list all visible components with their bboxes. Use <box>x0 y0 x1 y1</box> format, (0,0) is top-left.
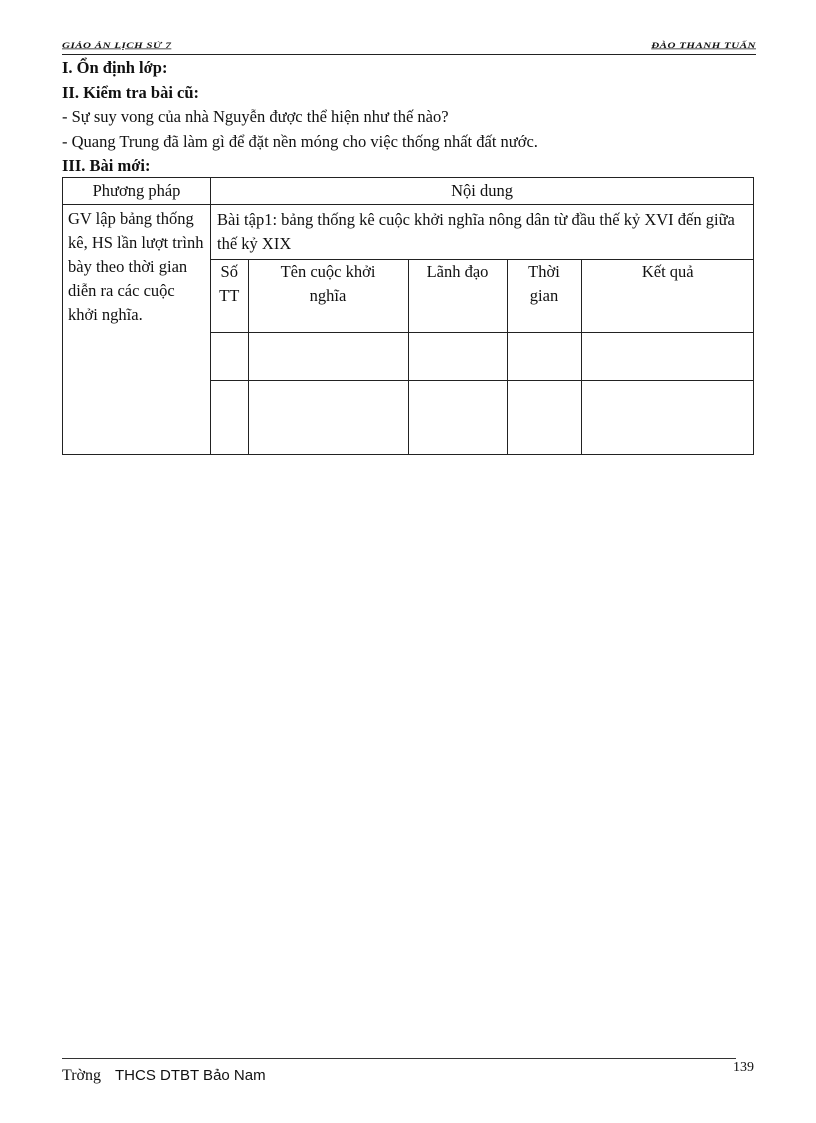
empty-cell <box>248 381 408 454</box>
uprising-header-row <box>211 260 754 333</box>
table-body-row <box>63 205 754 455</box>
uprising-table <box>211 259 754 454</box>
empty-cell <box>581 333 754 381</box>
column-header-content: Nội dung <box>211 178 754 205</box>
table-row <box>211 333 754 381</box>
exercise-title: Bài tập1: bảng thống kê cuộc khởi nghĩa nông dân từ đầu thế kỷ XVI đến giữa thế kỷ XIX <box>217 210 735 253</box>
question-2: - Quang Trung đã làm gì để đặt nền móng cho việc thống nhất đất nước. <box>62 132 538 151</box>
empty-cell <box>581 381 754 454</box>
header-lanh-dao: Lãnh đạo <box>408 260 507 333</box>
column-header-method: Phương pháp <box>63 178 211 205</box>
footer-school <box>62 1067 266 1085</box>
question-1: - Sự suy vong của nhà Nguyễn được thể hiện như thế nào? <box>62 107 449 126</box>
footer-school-name: THCS DTBT Bảo Nam <box>115 1067 266 1084</box>
empty-cell <box>408 381 507 454</box>
page-header <box>62 38 756 55</box>
table-header-row <box>63 178 754 205</box>
header-thoi-gian: Thời gian <box>507 260 581 333</box>
lesson-table <box>62 177 754 455</box>
empty-cell <box>408 333 507 381</box>
header-ket-qua: Kết quả <box>581 260 754 333</box>
section-bai-moi: III. Bài mới: <box>62 156 151 175</box>
table-row <box>211 381 754 454</box>
empty-cell <box>248 333 408 381</box>
empty-cell <box>211 381 248 454</box>
empty-cell <box>507 381 581 454</box>
page-number: 139 <box>733 1060 754 1075</box>
header-ten-cuoc-khoi-nghia: Tên cuộc khởi nghĩa <box>248 260 408 333</box>
header-right-author: ĐÀO THANH TUẤN <box>651 41 756 50</box>
method-cell: GV lập bảng thống kê, HS lần lượt trình bày theo thời gian diễn ra các cuộc khởi nghĩa. <box>63 205 211 455</box>
empty-cell <box>211 333 248 381</box>
empty-cell <box>507 333 581 381</box>
section-on-dinh-lop: I. Ổn định lớp: <box>62 58 168 77</box>
footer-school-prefix: Trờng <box>62 1067 101 1084</box>
header-left-title: GIÁO ÁN LỊCH SỬ 7 <box>62 41 172 50</box>
section-kiem-tra-bai-cu: II. Kiểm tra bài cũ: <box>62 83 200 102</box>
header-so-tt: Số TT <box>211 260 248 333</box>
content-cell <box>211 205 754 455</box>
footer-divider <box>62 1058 736 1059</box>
